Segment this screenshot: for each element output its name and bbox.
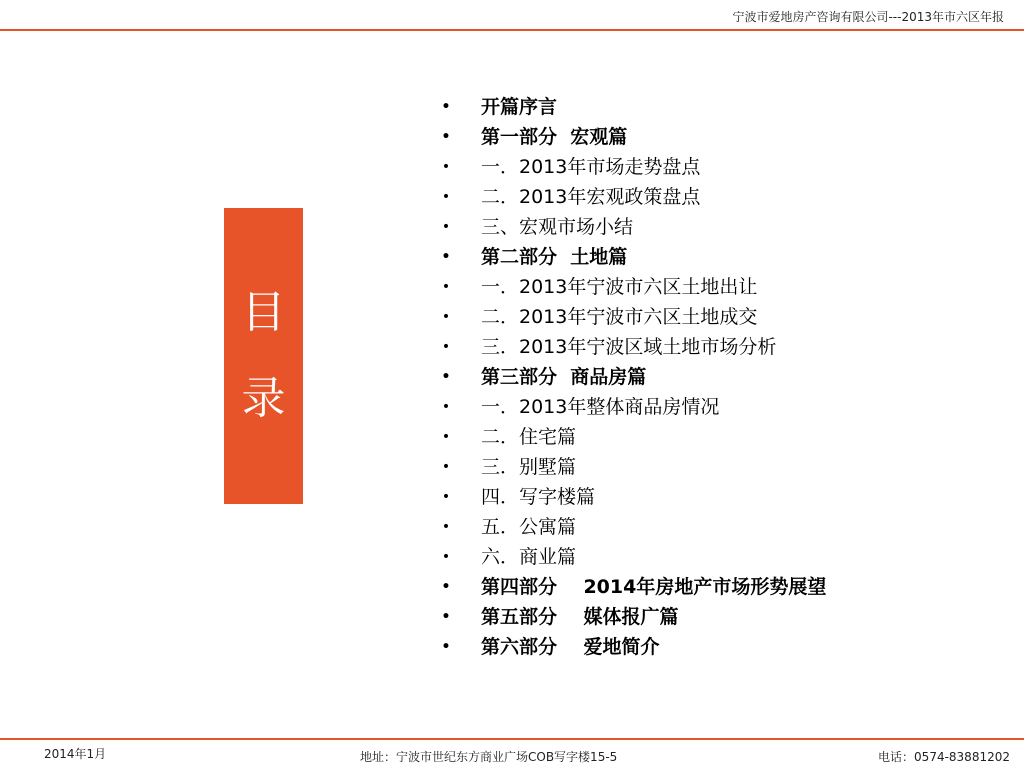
toc-item-label: 二．2013年宏观政策盘点 bbox=[481, 186, 701, 208]
toc-item-label: 第六部分 爱地简介 bbox=[481, 636, 660, 658]
bullet-icon: • bbox=[441, 279, 451, 295]
toc-item[interactable] bbox=[440, 422, 826, 452]
bullet-icon: • bbox=[441, 129, 451, 145]
bullet-icon: • bbox=[441, 249, 451, 265]
toc-item[interactable] bbox=[440, 302, 826, 332]
bullet-icon: • bbox=[441, 189, 451, 205]
header-company-title: 宁波市爱地房产咨询有限公司---2013年市六区年报 bbox=[732, 10, 1004, 24]
toc-item-label: 第二部分 土地篇 bbox=[481, 246, 628, 268]
bullet-icon: • bbox=[441, 369, 451, 385]
bullet-icon: • bbox=[441, 549, 451, 565]
bullet-icon: • bbox=[441, 639, 451, 655]
toc-item[interactable] bbox=[440, 602, 826, 632]
toc-item-label: 一．2013年整体商品房情况 bbox=[481, 396, 720, 418]
footer-divider bbox=[0, 738, 1024, 740]
toc-item-label: 开篇序言 bbox=[481, 96, 558, 118]
toc-item-label: 第五部分 媒体报广篇 bbox=[481, 606, 679, 628]
toc-title-box bbox=[224, 208, 303, 504]
table-of-contents bbox=[440, 92, 826, 662]
toc-item[interactable] bbox=[440, 512, 826, 542]
toc-item[interactable] bbox=[440, 122, 826, 152]
toc-item-label: 二．2013年宁波市六区土地成交 bbox=[481, 306, 758, 328]
toc-item[interactable] bbox=[440, 182, 826, 212]
bullet-icon: • bbox=[441, 399, 451, 415]
bullet-icon: • bbox=[441, 579, 451, 595]
toc-item[interactable] bbox=[440, 482, 826, 512]
toc-item-label: 六．商业篇 bbox=[481, 546, 577, 568]
toc-item-label: 第三部分 商品房篇 bbox=[481, 366, 647, 388]
toc-item[interactable] bbox=[440, 92, 826, 122]
toc-item-label: 五．公寓篇 bbox=[481, 516, 577, 538]
toc-item[interactable] bbox=[440, 542, 826, 572]
footer-phone: 电话：0574-83881202 bbox=[878, 750, 1010, 764]
toc-item-label: 一．2013年市场走势盘点 bbox=[481, 156, 701, 178]
toc-item-label: 四．写字楼篇 bbox=[481, 486, 596, 508]
toc-item-label: 第四部分 2014年房地产市场形势展望 bbox=[481, 576, 827, 598]
footer-date: 2014年1月 bbox=[44, 747, 107, 761]
bullet-icon: • bbox=[441, 339, 451, 355]
bullet-icon: • bbox=[441, 519, 451, 535]
bullet-icon: • bbox=[441, 429, 451, 445]
bullet-icon: • bbox=[441, 159, 451, 175]
toc-item[interactable] bbox=[440, 332, 826, 362]
header-divider bbox=[0, 29, 1024, 31]
bullet-icon: • bbox=[441, 459, 451, 475]
toc-title-char-2: 录 bbox=[241, 373, 286, 424]
bullet-icon: • bbox=[441, 309, 451, 325]
toc-item[interactable] bbox=[440, 632, 826, 662]
footer-address: 地址：宁波市世纪东方商业广场COB写字楼15-5 bbox=[360, 750, 618, 764]
toc-item-label: 第一部分 宏观篇 bbox=[481, 126, 628, 148]
toc-item[interactable] bbox=[440, 362, 826, 392]
bullet-icon: • bbox=[441, 99, 451, 115]
toc-item[interactable] bbox=[440, 272, 826, 302]
toc-item[interactable] bbox=[440, 572, 826, 602]
bullet-icon: • bbox=[441, 609, 451, 625]
toc-item-label: 三、宏观市场小结 bbox=[481, 216, 634, 238]
toc-item-label: 三．2013年宁波区域土地市场分析 bbox=[481, 336, 777, 358]
toc-item-label: 二．住宅篇 bbox=[481, 426, 577, 448]
bullet-icon: • bbox=[441, 219, 451, 235]
toc-item[interactable] bbox=[440, 392, 826, 422]
toc-item[interactable] bbox=[440, 212, 826, 242]
toc-item[interactable] bbox=[440, 242, 826, 272]
bullet-icon: • bbox=[441, 489, 451, 505]
toc-title-char-1: 目 bbox=[241, 287, 286, 338]
toc-item-label: 一．2013年宁波市六区土地出让 bbox=[481, 276, 758, 298]
toc-item[interactable] bbox=[440, 152, 826, 182]
toc-item-label: 三．别墅篇 bbox=[481, 456, 577, 478]
toc-item[interactable] bbox=[440, 452, 826, 482]
